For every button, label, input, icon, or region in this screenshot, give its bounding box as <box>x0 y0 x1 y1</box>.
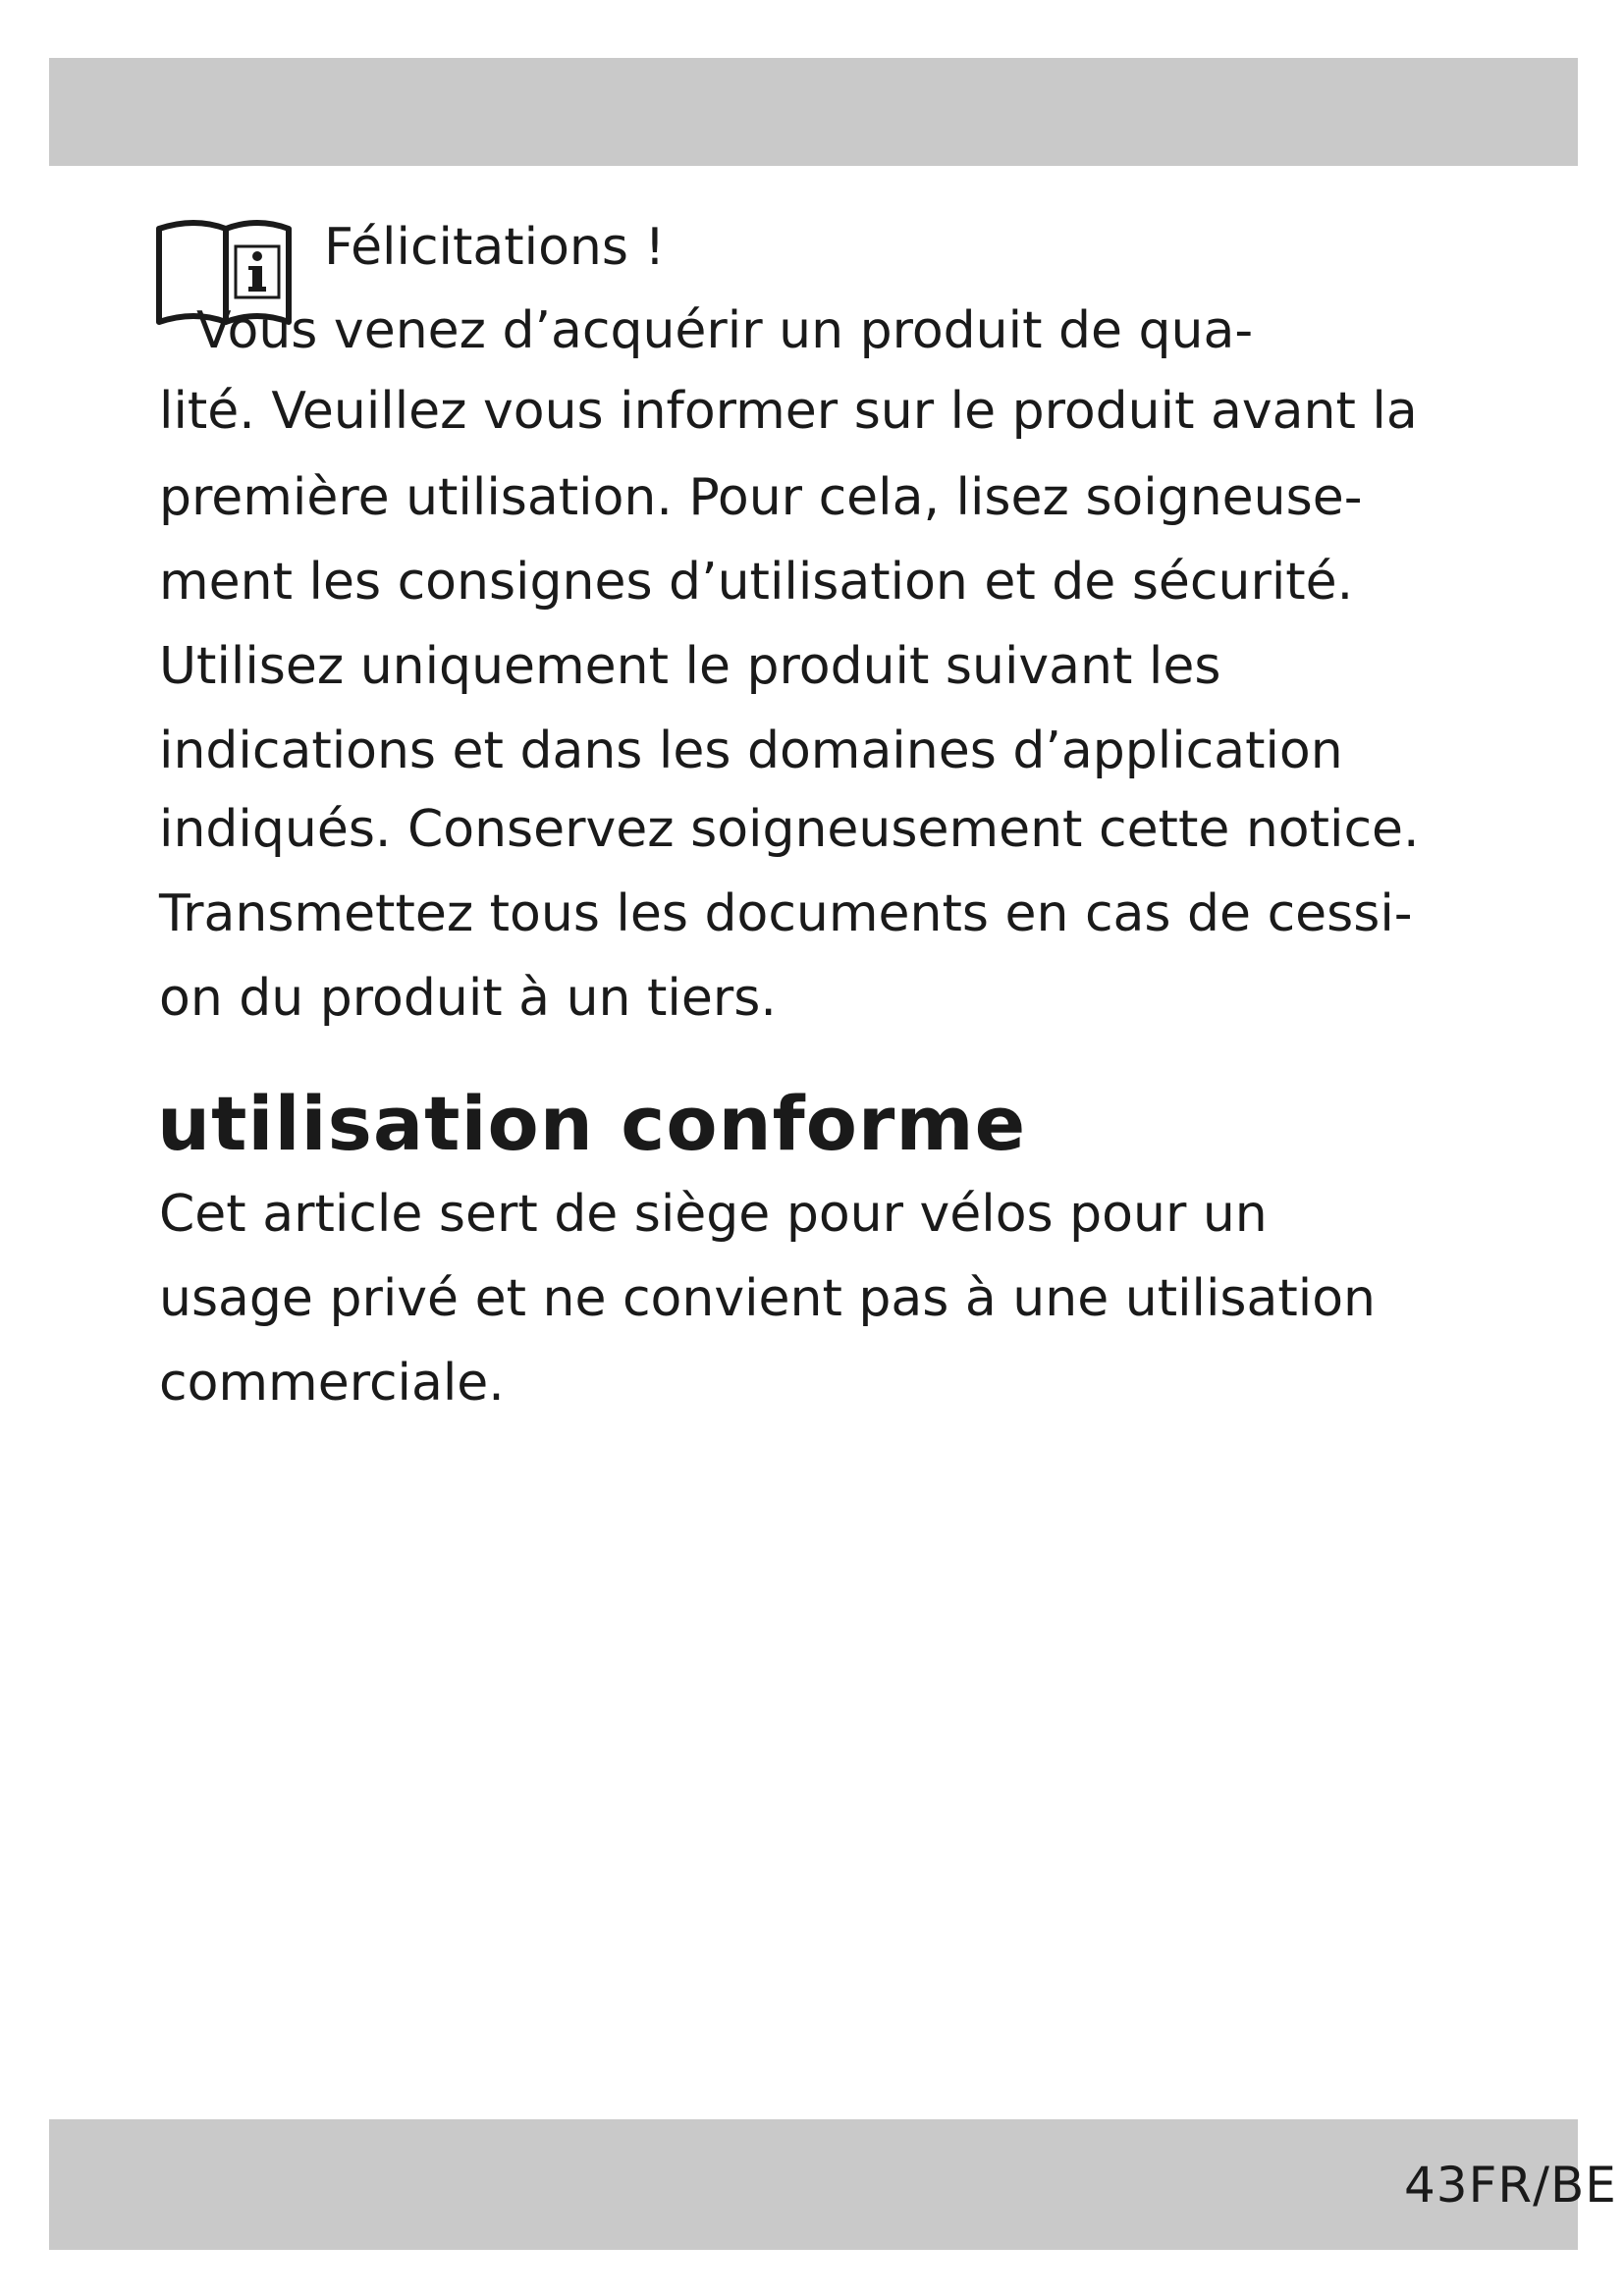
intro-line: on du produit à un tiers. <box>159 969 777 1028</box>
intro-line: lité. Veuillez vous informer sur le produit avant la <box>159 382 1418 441</box>
section-heading: utilisation conforme <box>157 1080 1027 1167</box>
page-number: 43FR/BE <box>1404 2157 1617 2214</box>
intro-line: indications et dans les domaines d’application <box>159 721 1343 780</box>
section-line: Cet article sert de siège pour vélos pour un <box>159 1185 1268 1244</box>
intro-line: Vous venez d’acquérir un produit de qua- <box>196 301 1254 360</box>
intro-line: ment les consignes d’utilisation et de sécurité. <box>159 553 1354 612</box>
footer-band <box>49 2119 1617 2250</box>
intro-line: Transmettez tous les documents en cas de cessi- <box>159 884 1413 943</box>
intro-line: première utilisation. Pour cela, lisez soigneuse- <box>159 468 1363 527</box>
section-line: usage privé et ne convient pas à une utilisation <box>159 1269 1376 1328</box>
section-line: commerciale. <box>159 1354 505 1413</box>
intro-line: Utilisez uniquement le produit suivant les <box>159 637 1221 696</box>
header-band <box>49 58 1578 166</box>
greeting-text: Félicitations ! <box>324 218 666 277</box>
intro-line: indiqués. Conservez soigneusement cette notice. <box>159 800 1420 859</box>
